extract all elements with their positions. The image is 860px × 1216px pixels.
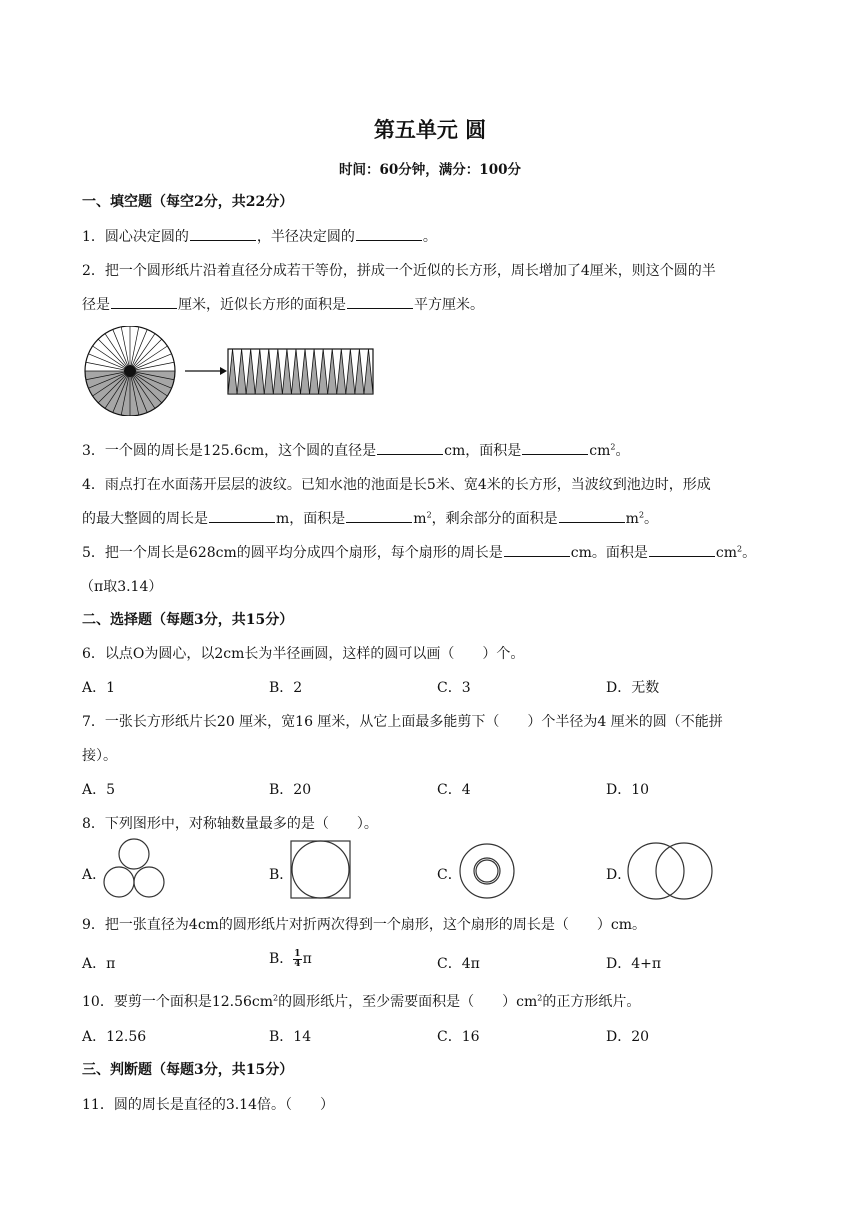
q5-unit-exponent: 2: [737, 544, 743, 554]
divided-circle: [85, 326, 175, 416]
option-b[interactable]: B．20: [269, 782, 312, 798]
q5-unit: cm: [715, 545, 737, 561]
q3-text-b: cm，面积是: [444, 443, 522, 459]
option-a[interactable]: A．5: [82, 782, 116, 798]
concentric-circles-figure: [457, 842, 517, 900]
q3-unit: cm: [589, 443, 611, 459]
q3-text-a: 3．一个圆的周长是125.6cm，这个圆的直径是: [82, 443, 377, 459]
question-4-line-1: 4．雨点打在水面荡开层层的波纹。已知水池的池面是长5米、宽4米的长方形，当波纹到池边时，形成: [82, 477, 711, 493]
question-2-line-1: 2．把一个圆形纸片沿着直径分成若干等份，拼成一个近似的长方形，周长增加了4厘米，则这个圆的半: [82, 263, 716, 279]
option-c[interactable]: C．3: [437, 680, 471, 696]
question-7-line-2: 接）。: [82, 748, 117, 764]
three-circles-figure: [102, 838, 166, 900]
q1-text-a: 1．圆心决定圆的: [82, 229, 189, 245]
option-b-suffix: π: [302, 951, 312, 967]
q4-text-f: 。: [644, 511, 659, 527]
question-1: [82, 226, 437, 246]
section-heading-multiple-choice: 二、选择题（每题3分，共15分）: [82, 612, 294, 628]
q10-text-a: 10．要剪一个面积是12.56cm: [82, 994, 274, 1010]
q4-unit-2: m: [625, 511, 639, 527]
q10-text-b: 的圆形纸片，至少需要面积是（ ）cm: [278, 994, 538, 1010]
q2-text-b: 厘米，近似长方形的面积是: [178, 297, 346, 313]
question-10: [82, 991, 640, 1011]
option-c[interactable]: C．16: [437, 1029, 480, 1045]
q5-text-a: 5．把一个周长是628cm的圆平均分成四个扇形，每个扇形的周长是: [82, 545, 503, 561]
question-9: 9．把一张直径为4cm的圆形纸片对折两次得到一个扇形，这个扇形的周长是（ ）cm。: [82, 917, 647, 933]
option-b[interactable]: B．14: [269, 1029, 312, 1045]
question-3: [82, 440, 629, 460]
question-6: 6．以点O为圆心，以2cm长为半径画圆，这样的圆可以画（ ）个。: [82, 646, 525, 662]
sector-divider: [130, 339, 162, 371]
q4-text-b: m，面积是: [276, 511, 346, 527]
answer-blank[interactable]: [522, 453, 588, 455]
exam-info: 时间：60分钟，满分：100分: [339, 162, 521, 178]
section-heading-true-false: 三、判断题（每题3分，共15分）: [82, 1062, 294, 1078]
q2-text-c: 平方厘米。: [414, 297, 484, 313]
option-c[interactable]: C．4π: [437, 956, 480, 972]
option-a[interactable]: A．12.56: [82, 1029, 147, 1045]
answer-blank[interactable]: [356, 239, 422, 241]
question-4-line-2: [82, 508, 658, 528]
page-title: 第五单元 圆: [373, 118, 487, 142]
option-d[interactable]: D．20: [606, 1029, 650, 1045]
circle-to-rectangle-figure: [82, 326, 382, 416]
option-c[interactable]: C．4: [437, 782, 471, 798]
answer-blank[interactable]: [504, 555, 570, 557]
answer-blank[interactable]: [209, 521, 275, 523]
option-c[interactable]: C．: [437, 867, 462, 883]
question-11: 11．圆的周长是直径的3.14倍。（ ）: [82, 1097, 334, 1113]
answer-blank[interactable]: [347, 307, 413, 309]
q4-unit-1: m: [413, 511, 427, 527]
option-d[interactable]: D．: [606, 867, 632, 883]
fraction-one-quarter: [293, 950, 301, 969]
fraction-numerator: 1: [294, 948, 301, 959]
sector-divider: [98, 339, 130, 371]
option-b-prefix: B．: [269, 951, 294, 967]
answer-blank[interactable]: [377, 453, 443, 455]
q2-text-a: 径是: [82, 297, 110, 313]
q3-text-d: 。: [615, 443, 630, 459]
approximate-rectangle: [228, 349, 373, 394]
q4-unit-1-exponent: 2: [426, 510, 432, 520]
option-a[interactable]: A．1: [82, 680, 116, 696]
q4-unit-2-exponent: 2: [638, 510, 645, 520]
question-5-line-1: [82, 542, 756, 562]
question-8: 8．下列图形中，对称轴数量最多的是（ ）。: [82, 816, 378, 832]
q4-text-d: ，剩余部分的面积是: [431, 511, 558, 527]
q10-exponent-2: 2: [537, 993, 543, 1003]
option-b[interactable]: B．: [269, 867, 294, 883]
answer-blank[interactable]: [111, 307, 177, 309]
q5-text-b: cm。面积是: [570, 545, 648, 561]
question-2-line-2: [82, 294, 484, 314]
arrow-head-icon: [220, 367, 227, 375]
q4-text-a: 的最大整圆的周长是: [82, 511, 208, 527]
option-b[interactable]: B．2: [269, 680, 303, 696]
q1-text-c: 。: [422, 229, 437, 245]
question-5-line-2: （π取3.14）: [80, 579, 163, 595]
q10-exponent-1: 2: [273, 993, 279, 1003]
q5-text-d: 。: [742, 545, 757, 561]
circle-in-square-figure: [290, 840, 352, 900]
q3-unit-exponent: 2: [610, 442, 616, 452]
section-heading-fill-in: 一、填空题（每空2分，共22分）: [82, 194, 294, 210]
option-d[interactable]: D．4+π: [606, 956, 662, 972]
answer-blank[interactable]: [559, 521, 625, 523]
overlapping-circles-figure: [626, 840, 714, 902]
fraction-denominator: 4: [294, 958, 301, 969]
option-a[interactable]: A．: [82, 867, 107, 883]
option-b[interactable]: [269, 948, 312, 969]
answer-blank[interactable]: [190, 239, 256, 241]
answer-blank[interactable]: [649, 555, 715, 557]
answer-blank[interactable]: [346, 521, 412, 523]
option-d[interactable]: D．无数: [606, 680, 660, 696]
question-7-line-1: 7．一张长方形纸片长20 厘米，宽16 厘米，从它上面最多能剪下（ ）个半径为4 厘米的圆（不能拼: [82, 714, 723, 730]
q1-text-b: ，半径决定圆的: [256, 229, 355, 245]
option-a[interactable]: A．π: [82, 956, 116, 972]
q10-text-c: 的正方形纸片。: [542, 994, 641, 1010]
option-d[interactable]: D．10: [606, 782, 650, 798]
